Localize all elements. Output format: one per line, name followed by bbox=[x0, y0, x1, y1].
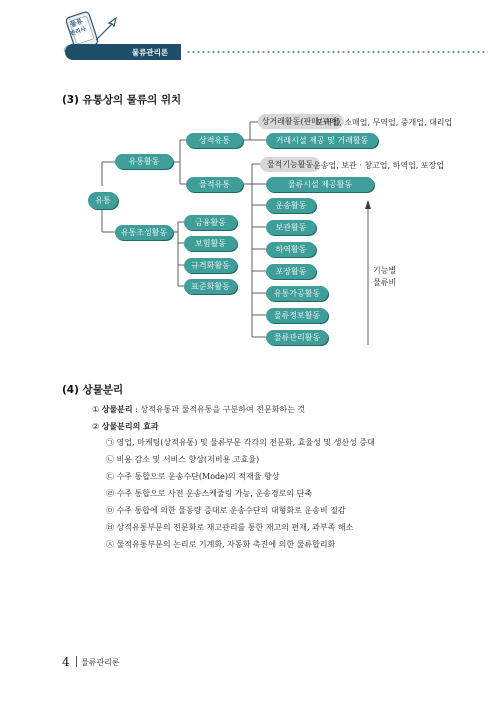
node-function-packaging: 포장활동 bbox=[266, 264, 316, 279]
effect-item bbox=[106, 505, 346, 516]
effect-marker: ㉥ bbox=[106, 523, 114, 532]
point1-text: : 상적유통과 물적유통을 구분하여 전문화하는 것 bbox=[132, 405, 306, 414]
node-facilitation-activity: 유통조성활동 bbox=[115, 225, 173, 240]
node-function-management: 물류관리활동 bbox=[266, 330, 328, 345]
footer-separator bbox=[76, 656, 77, 667]
effect-text: 비용 감소 및 서비스 향상(저비용 고효율) bbox=[116, 455, 260, 464]
point1-marker: ① bbox=[92, 405, 100, 414]
effect-marker: ㉦ bbox=[106, 540, 114, 549]
effect-text: 수주 통합에 의한 물동량 증대로 운송수단의 대형화로 운송비 절감 bbox=[116, 506, 346, 515]
point1-title: 상물분리 bbox=[101, 405, 133, 414]
logo-text-1: 물류 bbox=[69, 17, 84, 29]
point2-marker: ② bbox=[92, 422, 100, 431]
label-physical-function: 물적기능활동 bbox=[260, 157, 320, 172]
effect-marker: ㉡ bbox=[106, 455, 114, 464]
node-finance: 금융활동 bbox=[184, 215, 237, 230]
node-function-handling: 하역활동 bbox=[266, 242, 316, 257]
node-specification: 규격화활동 bbox=[184, 258, 237, 273]
section4-heading: (4) 상물분리 bbox=[62, 384, 124, 396]
effect-text: 수주 통합으로 운송수단(Mode)의 적재율 향상 bbox=[116, 472, 280, 481]
label-commerce-activity: 상거래활동(판매/구매) bbox=[258, 114, 344, 129]
node-standardization: 표준화활동 bbox=[184, 279, 237, 294]
node-insurance: 보험활동 bbox=[184, 236, 237, 251]
footer-title: 물류관리론 bbox=[81, 658, 120, 667]
effect-text: 영업, 마케팅(상적유통) 및 물류부문 각각의 전문화, 효율성 및 생산성 증대 bbox=[116, 438, 375, 447]
axis-label-line2: 물류비 bbox=[373, 278, 397, 287]
node-physical-distribution: 물적유통 bbox=[186, 177, 243, 192]
node-distribution-activity: 유통활동 bbox=[115, 154, 173, 169]
axis-label-line1: 기능별 bbox=[373, 266, 397, 275]
effect-item bbox=[106, 539, 335, 550]
effect-item bbox=[106, 522, 353, 533]
effect-text: 수주 통합으로 사전 운송스케줄링 가능, 운송경로의 단축 bbox=[116, 489, 313, 498]
effect-item bbox=[106, 437, 375, 448]
node-root: 유통 bbox=[88, 192, 118, 209]
effect-marker: ㉣ bbox=[106, 489, 114, 498]
effect-marker: ㉤ bbox=[106, 506, 114, 515]
effect-marker: ㉠ bbox=[106, 438, 114, 447]
effect-item bbox=[106, 454, 259, 465]
node-function-information: 물류정보활동 bbox=[266, 308, 328, 323]
section3-heading: (3) 유통상의 물류의 위치 bbox=[62, 94, 182, 106]
node-function-processing: 유통가공활동 bbox=[266, 286, 328, 301]
node-function-transport: 운송활동 bbox=[266, 198, 316, 213]
node-transaction-facility: 거래시설 제공 및 거래활동 bbox=[266, 133, 378, 148]
node-function-facility: 물류시설 제공활동 bbox=[266, 177, 374, 192]
note-physical-industries: 운송업, 보관 · 창고업, 하역업, 포장업 bbox=[313, 161, 445, 170]
note-commerce-industries: 도매업, 소매업, 무역업, 중개업, 대리업 bbox=[316, 118, 453, 127]
point2 bbox=[92, 421, 159, 432]
point2-title: 상물분리의 효과 bbox=[101, 422, 159, 431]
point1 bbox=[92, 404, 305, 415]
effect-marker: ㉢ bbox=[106, 472, 114, 481]
logo-text-2: 관리사 bbox=[69, 26, 87, 38]
node-function-storage: 보관활동 bbox=[266, 220, 316, 235]
page-number: 4 bbox=[62, 655, 70, 669]
effect-item bbox=[106, 471, 279, 482]
effect-item bbox=[106, 488, 312, 499]
node-commercial-distribution: 상적유통 bbox=[186, 133, 243, 148]
effect-text: 물적유통부문의 논리로 기계화, 자동화 촉진에 의한 물류합리화 bbox=[116, 540, 336, 549]
effect-text: 상적유통부문의 전문화로 재고관리를 통한 재고의 편재, 과부족 해소 bbox=[116, 523, 354, 532]
header-title: 물류관리론 bbox=[131, 48, 169, 57]
